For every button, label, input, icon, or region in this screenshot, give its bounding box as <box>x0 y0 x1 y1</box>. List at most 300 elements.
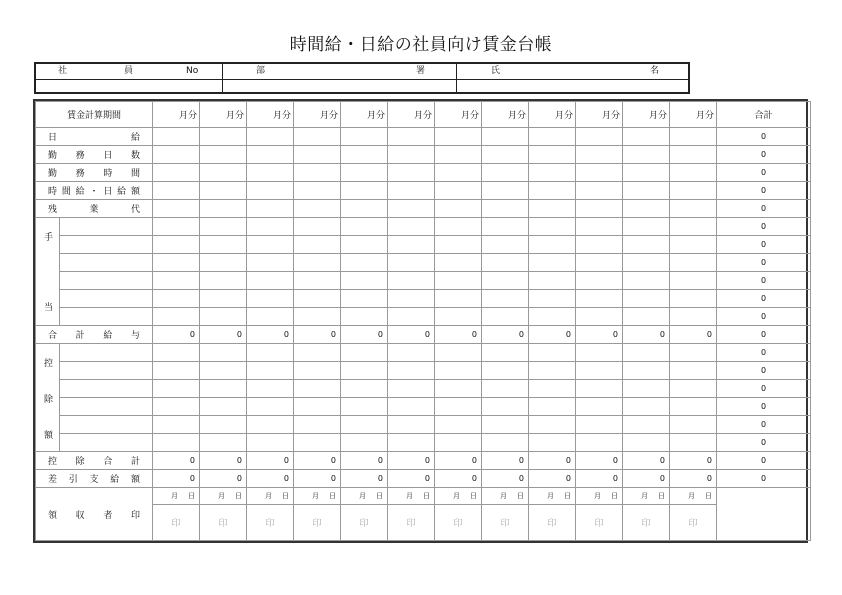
value-cell: 0 <box>435 452 482 470</box>
value-cell <box>247 398 294 416</box>
total-cell: 0 <box>717 218 811 236</box>
value-cell: 0 <box>670 470 717 488</box>
value-cell <box>623 416 670 434</box>
value-cell <box>576 164 623 182</box>
value-cell <box>482 200 529 218</box>
deduction-row <box>36 416 811 434</box>
value-cell: 0 <box>670 452 717 470</box>
total-cell: 0 <box>717 470 811 488</box>
total-cell: 0 <box>717 290 811 308</box>
month-header: 月分 <box>482 102 529 128</box>
value-cell <box>200 200 247 218</box>
deduction-row <box>36 398 811 416</box>
value-cell <box>529 416 576 434</box>
value-cell: 0 <box>623 326 670 344</box>
value-cell <box>153 344 200 362</box>
value-cell <box>153 128 200 146</box>
department-label-1: 部 <box>256 66 266 76</box>
value-cell <box>482 272 529 290</box>
value-cell <box>529 218 576 236</box>
value-cell <box>294 182 341 200</box>
value-cell: 0 <box>435 470 482 488</box>
value-cell <box>294 362 341 380</box>
value-cell <box>435 164 482 182</box>
allowance-name-cell <box>60 254 153 272</box>
value-cell <box>482 254 529 272</box>
value-cell <box>435 380 482 398</box>
receipt-date-cell <box>529 488 576 505</box>
value-cell <box>435 362 482 380</box>
value-cell: 0 <box>294 470 341 488</box>
month-mark: 月 <box>312 492 319 500</box>
value-cell <box>435 254 482 272</box>
value-cell <box>623 272 670 290</box>
value-cell <box>576 344 623 362</box>
month-header: 月分 <box>435 102 482 128</box>
deduction-name-cell <box>60 362 153 380</box>
allowance-name-cell <box>60 308 153 326</box>
employee-header-box <box>34 62 690 94</box>
employee-no-label-3: No <box>186 66 199 76</box>
value-cell <box>153 290 200 308</box>
value-cell <box>200 344 247 362</box>
total-cell: 0 <box>717 308 811 326</box>
value-cell <box>576 128 623 146</box>
day-mark: 日 <box>470 492 477 500</box>
value-cell <box>341 290 388 308</box>
allowance-name-cell <box>60 236 153 254</box>
month-mark: 月 <box>171 492 178 500</box>
value-cell <box>576 218 623 236</box>
value-cell: 0 <box>153 470 200 488</box>
value-cell: 0 <box>247 470 294 488</box>
value-cell <box>482 236 529 254</box>
value-cell <box>294 398 341 416</box>
value-cell <box>153 398 200 416</box>
total-header: 合計 <box>717 102 811 128</box>
value-cell <box>670 218 717 236</box>
value-cell <box>576 308 623 326</box>
receipt-date-cell <box>388 488 435 505</box>
receipt-date-cell <box>294 488 341 505</box>
value-cell <box>153 218 200 236</box>
value-cell <box>341 344 388 362</box>
total-cell: 0 <box>717 380 811 398</box>
total-cell: 0 <box>717 164 811 182</box>
deduction-row <box>36 362 811 380</box>
value-cell <box>388 290 435 308</box>
value-cell <box>623 398 670 416</box>
month-mark: 月 <box>500 492 507 500</box>
value-cell <box>294 272 341 290</box>
table-row <box>36 200 811 218</box>
value-cell <box>388 398 435 416</box>
value-cell <box>341 218 388 236</box>
allowance-label-bottom: 当 <box>44 303 54 313</box>
allowance-name-cell <box>60 290 153 308</box>
month-mark: 月 <box>594 492 601 500</box>
value-cell <box>294 218 341 236</box>
deduction-name-cell <box>60 380 153 398</box>
table-row <box>36 146 811 164</box>
value-cell <box>247 254 294 272</box>
value-cell <box>388 308 435 326</box>
value-cell <box>341 128 388 146</box>
value-cell <box>670 272 717 290</box>
value-cell <box>529 380 576 398</box>
value-cell <box>388 362 435 380</box>
value-cell: 0 <box>388 452 435 470</box>
value-cell <box>435 344 482 362</box>
value-cell <box>294 128 341 146</box>
deduction-row <box>36 344 811 362</box>
value-cell <box>529 272 576 290</box>
value-cell <box>623 362 670 380</box>
value-cell <box>623 218 670 236</box>
seal-cell: 印 <box>200 505 247 541</box>
value-cell: 0 <box>482 452 529 470</box>
value-cell <box>388 272 435 290</box>
value-cell: 0 <box>341 452 388 470</box>
month-mark: 月 <box>641 492 648 500</box>
value-cell <box>153 254 200 272</box>
value-cell <box>153 272 200 290</box>
value-cell <box>200 290 247 308</box>
value-cell <box>623 308 670 326</box>
seal-cell: 印 <box>341 505 388 541</box>
value-cell <box>247 434 294 452</box>
day-mark: 日 <box>235 492 242 500</box>
value-cell <box>294 380 341 398</box>
receipt-date-cell <box>482 488 529 505</box>
receipt-date-cell <box>623 488 670 505</box>
value-cell: 0 <box>670 326 717 344</box>
deduction-label-char: 除 <box>44 395 54 405</box>
value-cell <box>435 146 482 164</box>
month-header: 月分 <box>294 102 341 128</box>
deduction-label <box>36 344 60 452</box>
total-cell: 0 <box>717 416 811 434</box>
value-cell <box>341 362 388 380</box>
allowance-label <box>36 218 60 326</box>
value-cell <box>482 164 529 182</box>
daily-wage-label: 日 給 <box>36 128 153 146</box>
value-cell: 0 <box>623 470 670 488</box>
value-cell <box>670 128 717 146</box>
value-cell <box>482 218 529 236</box>
value-cell <box>200 146 247 164</box>
value-cell <box>200 362 247 380</box>
value-cell <box>576 272 623 290</box>
month-header: 月分 <box>153 102 200 128</box>
header-divider <box>456 64 457 92</box>
value-cell <box>341 146 388 164</box>
total-cell: 0 <box>717 398 811 416</box>
seal-cell: 印 <box>482 505 529 541</box>
value-cell <box>576 416 623 434</box>
total-cell: 0 <box>717 128 811 146</box>
value-cell: 0 <box>529 326 576 344</box>
value-cell <box>435 218 482 236</box>
value-cell <box>200 128 247 146</box>
value-cell <box>247 416 294 434</box>
allowance-row <box>36 272 811 290</box>
allowance-row <box>36 308 811 326</box>
period-header: 賃金計算期間 <box>36 102 153 128</box>
value-cell: 0 <box>341 326 388 344</box>
month-mark: 月 <box>218 492 225 500</box>
value-cell <box>529 164 576 182</box>
value-cell <box>623 182 670 200</box>
value-cell <box>153 380 200 398</box>
value-cell <box>576 200 623 218</box>
header-row <box>36 102 811 128</box>
month-mark: 月 <box>406 492 413 500</box>
value-cell <box>200 182 247 200</box>
department-label-2: 署 <box>416 66 426 76</box>
value-cell <box>200 254 247 272</box>
table-row <box>36 182 811 200</box>
value-cell <box>341 164 388 182</box>
value-cell <box>247 146 294 164</box>
receipt-date-cell <box>200 488 247 505</box>
day-mark: 日 <box>423 492 430 500</box>
value-cell <box>670 308 717 326</box>
value-cell <box>623 254 670 272</box>
total-cell: 0 <box>717 434 811 452</box>
value-cell <box>482 146 529 164</box>
month-header: 月分 <box>529 102 576 128</box>
value-cell <box>200 434 247 452</box>
value-cell <box>482 434 529 452</box>
value-cell <box>529 254 576 272</box>
table-row <box>36 470 811 488</box>
value-cell <box>529 236 576 254</box>
deduction-name-cell <box>60 344 153 362</box>
value-cell <box>247 200 294 218</box>
value-cell: 0 <box>200 452 247 470</box>
value-cell <box>247 182 294 200</box>
value-cell <box>247 164 294 182</box>
total-cell: 0 <box>717 344 811 362</box>
value-cell <box>482 344 529 362</box>
deduction-name-cell <box>60 434 153 452</box>
day-mark: 日 <box>705 492 712 500</box>
day-mark: 日 <box>517 492 524 500</box>
value-cell <box>153 308 200 326</box>
month-mark: 月 <box>688 492 695 500</box>
value-cell <box>623 200 670 218</box>
total-cell: 0 <box>717 362 811 380</box>
deduction-total-label: 控除合計 <box>36 452 153 470</box>
value-cell <box>576 398 623 416</box>
value-cell <box>670 434 717 452</box>
value-cell <box>482 128 529 146</box>
value-cell: 0 <box>576 452 623 470</box>
day-mark: 日 <box>188 492 195 500</box>
total-cell: 0 <box>717 272 811 290</box>
seal-cell: 印 <box>247 505 294 541</box>
value-cell <box>341 416 388 434</box>
receipt-label: 領収者印 <box>36 488 153 541</box>
allowance-label-top: 手 <box>44 233 54 243</box>
value-cell <box>388 218 435 236</box>
table-row <box>36 452 811 470</box>
value-cell <box>529 434 576 452</box>
value-cell <box>153 236 200 254</box>
deduction-row <box>36 380 811 398</box>
day-mark: 日 <box>376 492 383 500</box>
value-cell: 0 <box>153 452 200 470</box>
table-row <box>36 326 811 344</box>
value-cell <box>529 200 576 218</box>
value-cell <box>435 128 482 146</box>
value-cell <box>388 236 435 254</box>
value-cell <box>153 182 200 200</box>
value-cell <box>341 380 388 398</box>
value-cell <box>341 254 388 272</box>
value-cell <box>576 380 623 398</box>
value-cell <box>670 398 717 416</box>
employee-no-label-1: 社 <box>58 66 68 76</box>
value-cell <box>670 254 717 272</box>
name-label-2: 名 <box>650 66 660 76</box>
allowance-row <box>36 254 811 272</box>
work-days-label: 勤務日数 <box>36 146 153 164</box>
value-cell <box>200 380 247 398</box>
month-mark: 月 <box>453 492 460 500</box>
value-cell <box>153 362 200 380</box>
month-mark: 月 <box>359 492 366 500</box>
month-header: 月分 <box>341 102 388 128</box>
value-cell: 0 <box>247 326 294 344</box>
value-cell <box>247 344 294 362</box>
value-cell <box>388 200 435 218</box>
gross-total-label: 合計給与 <box>36 326 153 344</box>
receipt-total-cell <box>717 488 811 541</box>
total-cell: 0 <box>717 182 811 200</box>
value-cell <box>670 290 717 308</box>
month-header: 月分 <box>388 102 435 128</box>
value-cell: 0 <box>623 452 670 470</box>
total-cell: 0 <box>717 146 811 164</box>
value-cell <box>576 146 623 164</box>
value-cell <box>388 128 435 146</box>
deduction-name-cell <box>60 416 153 434</box>
receipt-seal-row <box>36 505 811 541</box>
month-mark: 月 <box>265 492 272 500</box>
value-cell <box>435 272 482 290</box>
value-cell <box>529 182 576 200</box>
header-divider <box>222 64 223 92</box>
month-header: 月分 <box>576 102 623 128</box>
day-mark: 日 <box>329 492 336 500</box>
value-cell <box>247 236 294 254</box>
receipt-date-row <box>36 488 811 505</box>
value-cell <box>294 146 341 164</box>
value-cell <box>623 380 670 398</box>
value-cell <box>482 290 529 308</box>
value-cell <box>153 200 200 218</box>
value-cell <box>623 236 670 254</box>
value-cell <box>247 308 294 326</box>
value-cell <box>388 182 435 200</box>
value-cell <box>623 128 670 146</box>
month-header: 月分 <box>670 102 717 128</box>
value-cell <box>529 308 576 326</box>
seal-cell: 印 <box>576 505 623 541</box>
value-cell <box>247 128 294 146</box>
seal-cell: 印 <box>294 505 341 541</box>
value-cell <box>294 308 341 326</box>
total-cell: 0 <box>717 452 811 470</box>
day-mark: 日 <box>611 492 618 500</box>
deduction-label-char: 控 <box>44 359 54 369</box>
seal-cell: 印 <box>529 505 576 541</box>
value-cell <box>294 254 341 272</box>
total-cell: 0 <box>717 254 811 272</box>
value-cell <box>200 308 247 326</box>
seal-cell: 印 <box>388 505 435 541</box>
deduction-name-cell <box>60 398 153 416</box>
value-cell <box>435 182 482 200</box>
value-cell <box>482 308 529 326</box>
value-cell <box>153 164 200 182</box>
value-cell <box>623 164 670 182</box>
value-cell <box>435 290 482 308</box>
value-cell <box>200 398 247 416</box>
value-cell <box>670 380 717 398</box>
value-cell <box>435 434 482 452</box>
value-cell <box>341 272 388 290</box>
header-label-row <box>36 64 688 80</box>
month-header: 月分 <box>247 102 294 128</box>
value-cell <box>670 362 717 380</box>
month-mark: 月 <box>547 492 554 500</box>
hourly-daily-label: 時間給・日給額 <box>36 182 153 200</box>
value-cell <box>153 146 200 164</box>
value-cell <box>247 380 294 398</box>
table-row <box>36 164 811 182</box>
value-cell <box>388 434 435 452</box>
seal-cell: 印 <box>153 505 200 541</box>
value-cell <box>388 254 435 272</box>
value-cell <box>200 236 247 254</box>
value-cell <box>341 236 388 254</box>
total-cell: 0 <box>717 200 811 218</box>
value-cell: 0 <box>482 470 529 488</box>
value-cell <box>200 218 247 236</box>
value-cell <box>200 272 247 290</box>
deduction-row <box>36 434 811 452</box>
value-cell <box>529 362 576 380</box>
value-cell <box>529 398 576 416</box>
value-cell <box>294 200 341 218</box>
value-cell: 0 <box>341 470 388 488</box>
receipt-date-cell <box>435 488 482 505</box>
value-cell <box>294 236 341 254</box>
seal-cell: 印 <box>623 505 670 541</box>
value-cell <box>670 200 717 218</box>
value-cell <box>529 344 576 362</box>
value-cell: 0 <box>388 470 435 488</box>
value-cell <box>247 290 294 308</box>
page-title: 時間給・日給の社員向け賃金台帳 <box>289 35 553 55</box>
value-cell: 0 <box>576 470 623 488</box>
value-cell <box>529 290 576 308</box>
value-cell <box>482 362 529 380</box>
value-cell <box>623 434 670 452</box>
